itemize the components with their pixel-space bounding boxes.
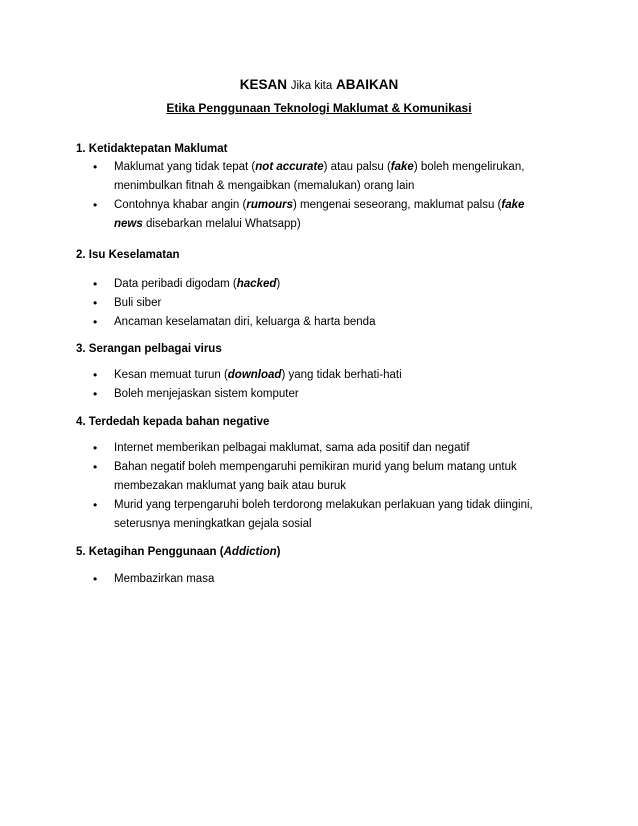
text-run: ) xyxy=(276,546,281,558)
text-run: fake news xyxy=(114,199,525,230)
text-run: Boleh menjejaskan sistem komputer xyxy=(114,388,299,400)
text-run: ) yang tidak berhati-hati xyxy=(281,369,402,381)
text-run: ) mengenai seseorang, maklumat palsu ( xyxy=(293,199,502,211)
bullet-icon: • xyxy=(93,277,98,291)
list-item xyxy=(76,313,546,332)
text-run: Membazirkan masa xyxy=(114,573,215,585)
text-run: Buli siber xyxy=(114,297,162,309)
text-run: Murid yang terpengaruhi boleh terdorong melakukan perlakuan yang tidak diingini, seterusnya meningkatkan gejala sosial xyxy=(114,499,533,530)
section-heading-2: 2. Isu Keselamatan xyxy=(76,249,180,261)
list-item xyxy=(76,570,546,589)
document-title xyxy=(0,75,638,96)
bullet-icon: • xyxy=(93,160,98,174)
section-list-5 xyxy=(76,570,546,589)
list-item xyxy=(76,458,546,496)
bullet-icon: • xyxy=(93,460,98,474)
document-subtitle: Etika Penggunaan Teknologi Maklumat & Komunikasi xyxy=(166,101,472,115)
text-run: disebarkan melalui Whatsapp) xyxy=(142,218,301,230)
section-list-1 xyxy=(76,158,546,234)
text-run: not accurate xyxy=(255,161,324,173)
section-list-3 xyxy=(76,366,546,404)
text-run: Kesan memuat turun ( xyxy=(114,369,228,381)
bullet-icon: • xyxy=(93,498,98,512)
text-run: ) boleh mengelirukan, menimbulkan fitnah & mengaibkan (memalukan) orang lain xyxy=(114,161,525,192)
text-run: 5. Ketagihan Penggunaan ( xyxy=(76,546,224,558)
list-item xyxy=(76,294,546,313)
section-heading-3: 3. Serangan pelbagai virus xyxy=(76,343,222,355)
bullet-icon: • xyxy=(93,441,98,455)
title-middle: Jika kita xyxy=(290,80,333,92)
bullet-icon: • xyxy=(93,315,98,329)
title-left: KESAN xyxy=(239,77,287,92)
text-run: rumours xyxy=(246,199,293,211)
bullet-icon: • xyxy=(93,368,98,382)
bullet-icon: • xyxy=(93,198,98,212)
text-run: Data peribadi digodam ( xyxy=(114,278,237,290)
section-heading-1: 1. Ketidaktepatan Maklumat xyxy=(76,143,228,155)
text-run: Addiction xyxy=(223,546,277,558)
list-item xyxy=(76,496,546,534)
text-run: download xyxy=(227,369,282,381)
section-list-4 xyxy=(76,439,546,534)
text-run: Maklumat yang tidak tepat ( xyxy=(114,161,256,173)
text-run: Internet memberikan pelbagai maklumat, sama ada positif dan negatif xyxy=(114,442,470,454)
list-item xyxy=(76,439,546,458)
bullet-icon: • xyxy=(93,296,98,310)
list-item xyxy=(76,196,546,234)
list-item xyxy=(76,366,546,385)
bullet-icon: • xyxy=(93,387,98,401)
list-item xyxy=(76,158,546,196)
text-run: ) xyxy=(276,278,281,290)
list-item xyxy=(76,275,546,294)
section-heading-4: 4. Terdedah kepada bahan negative xyxy=(76,416,270,428)
text-run: Contohnya khabar angin ( xyxy=(114,199,247,211)
section-list-2 xyxy=(76,275,546,332)
text-run: Bahan negatif boleh mempengaruhi pemikiran murid yang belum matang untuk membezakan maklumat yang baik atau buruk xyxy=(114,461,517,492)
bullet-icon: • xyxy=(93,572,98,586)
section-heading-5 xyxy=(76,543,280,562)
text-run: Ancaman keselamatan diri, keluarga & harta benda xyxy=(114,316,376,328)
text-run: fake xyxy=(390,161,414,173)
text-run: ) atau palsu ( xyxy=(323,161,391,173)
list-item xyxy=(76,385,546,404)
title-right: ABAIKAN xyxy=(336,77,399,92)
text-run: hacked xyxy=(236,278,277,290)
